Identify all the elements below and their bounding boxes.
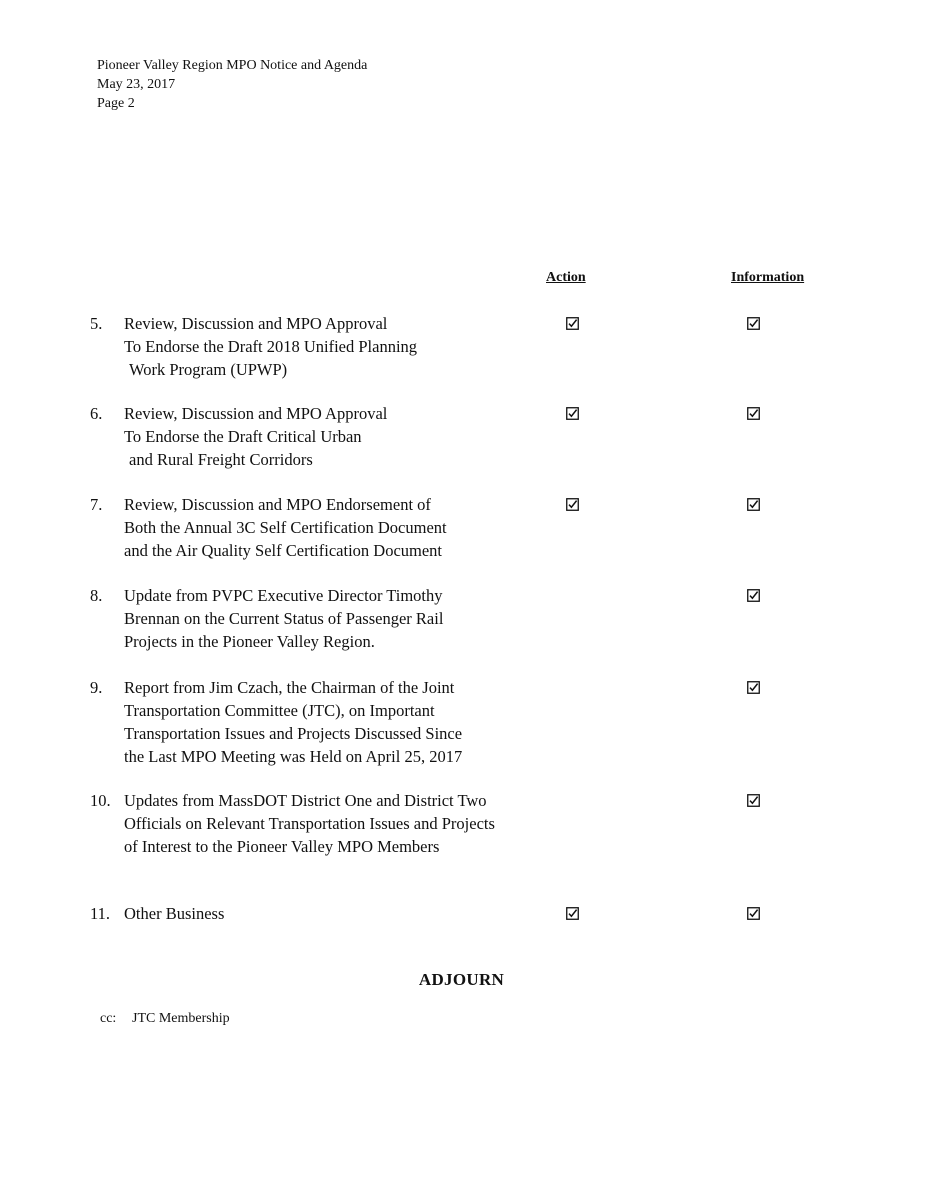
action-checkbox-icon xyxy=(566,317,579,330)
agenda-item-number: 11. xyxy=(90,904,111,923)
action-checkbox-icon xyxy=(566,498,579,511)
column-heading-action: Action xyxy=(546,270,586,285)
column-heading-information: Information xyxy=(731,270,805,285)
cc-line xyxy=(100,1011,230,1027)
agenda-item-text xyxy=(124,312,417,381)
information-checkbox-icon xyxy=(747,498,760,511)
page-header xyxy=(97,56,367,113)
information-checkbox-icon xyxy=(747,407,760,420)
agenda-item-line: and the Air Quality Self Certification Document xyxy=(124,541,443,560)
agenda-item-line: of Interest to the Pioneer Valley MPO Members xyxy=(124,837,440,856)
action-checkbox-icon xyxy=(566,907,579,920)
agenda-item-text xyxy=(124,402,387,471)
header-date: May 23, 2017 xyxy=(97,77,176,92)
agenda-item-line: Transportation Committee (JTC), on Important xyxy=(124,701,435,720)
agenda-item-text xyxy=(124,493,447,562)
agenda-item-number: 10. xyxy=(90,791,111,810)
agenda-item-text xyxy=(124,584,443,653)
agenda-item-line: Update from PVPC Executive Director Timothy xyxy=(124,586,443,605)
agenda-item-line: and Rural Freight Corridors xyxy=(129,450,313,469)
agenda-item-line: Projects in the Pioneer Valley Region. xyxy=(124,632,375,651)
agenda-item-text xyxy=(124,789,495,858)
agenda-item-line: Other Business xyxy=(124,904,225,923)
agenda-item-line: Updates from MassDOT District One and District Two xyxy=(124,791,487,810)
agenda-item-line: Both the Annual 3C Self Certification Document xyxy=(124,518,447,537)
agenda-item-line: Review, Discussion and MPO Approval xyxy=(124,404,388,423)
agenda-item-line: Review, Discussion and MPO Approval xyxy=(124,314,388,333)
information-checkbox-icon xyxy=(747,317,760,330)
agenda-item-line: To Endorse the Draft Critical Urban xyxy=(124,427,362,446)
agenda-item-line: Brennan on the Current Status of Passenger Rail xyxy=(124,609,444,628)
agenda-item-text xyxy=(124,902,224,925)
cc-label: cc: xyxy=(100,1011,117,1026)
information-checkbox-icon xyxy=(747,681,760,694)
information-checkbox-icon xyxy=(747,794,760,807)
agenda-item-number: 8. xyxy=(90,586,103,605)
agenda-item-number: 5. xyxy=(90,314,103,333)
header-page-number: Page 2 xyxy=(97,96,135,111)
agenda-item-line: Review, Discussion and MPO Endorsement of xyxy=(124,495,431,514)
agenda-item-line: To Endorse the Draft 2018 Unified Planning xyxy=(124,337,418,356)
agenda-item-text xyxy=(124,676,462,768)
cc-value: JTC Membership xyxy=(132,1011,230,1026)
information-checkbox-icon xyxy=(747,589,760,602)
agenda-item-line: Officials on Relevant Transportation Issues and Projects xyxy=(124,814,495,833)
agenda-item-number: 6. xyxy=(90,404,103,423)
agenda-item-line: Transportation Issues and Projects Discussed Since xyxy=(124,724,463,743)
agenda-item-line: Report from Jim Czach, the Chairman of the Joint xyxy=(124,678,455,697)
agenda-item-number: 7. xyxy=(90,495,103,514)
agenda-item-line: the Last MPO Meeting was Held on April 25, 2017 xyxy=(124,747,463,766)
header-title: Pioneer Valley Region MPO Notice and Agenda xyxy=(97,58,368,73)
agenda-item-line: Work Program (UPWP) xyxy=(129,360,288,379)
information-checkbox-icon xyxy=(747,907,760,920)
action-checkbox-icon xyxy=(566,407,579,420)
adjourn-heading: ADJOURN xyxy=(418,970,505,989)
agenda-item-number: 9. xyxy=(90,678,103,697)
